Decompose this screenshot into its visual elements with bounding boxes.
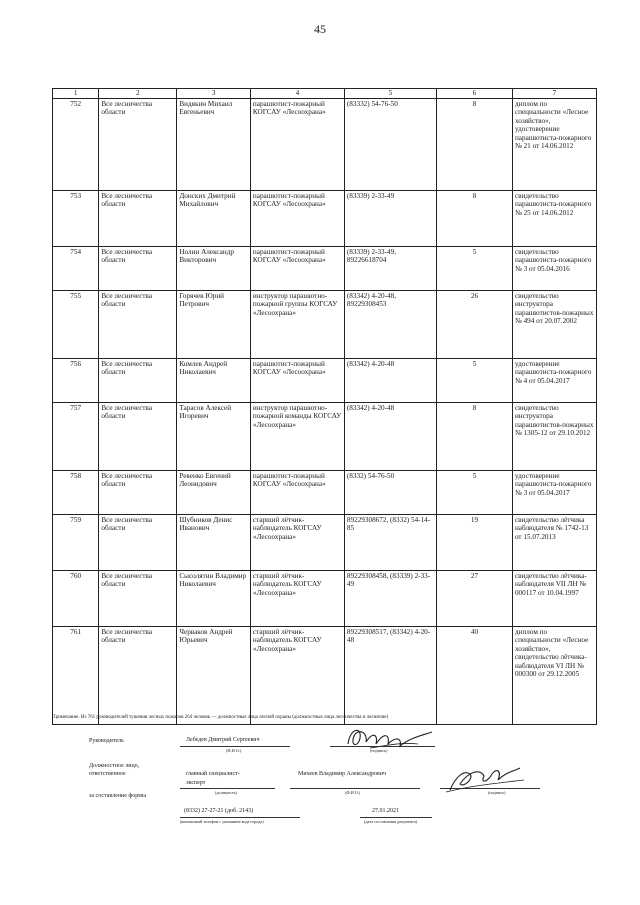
column-header: 7 [512,89,596,99]
qualification-document-cell: диплом по специальности «Лесное хозяйство», свидетельство лётчика-наблюдателя VI ЛН № 000300 от 29.12.2005 [512,627,596,725]
position-cell: старший лётчик-наблюдатель КОГСАУ «Лесоохрана» [250,627,344,725]
forestry-area-cell: Все лесничества области [99,515,177,571]
resp-name-line [290,788,420,789]
person-name-cell: Сысолятин Владимир Николаевич [177,571,251,627]
person-name-cell: Видякин Михаил Евгеньевич [177,99,251,191]
experience-years-cell: 40 [436,627,512,725]
head-label: Руководитель [89,738,124,744]
column-header: 2 [99,89,177,99]
table-row [53,471,597,515]
row-number-cell: 757 [53,403,99,471]
forestry-area-cell: Все лесничества области [99,403,177,471]
resp-label-2: ответственное [89,771,126,777]
phone-line [180,817,300,818]
person-name-cell: Донских Дмитрий Михайлович [177,191,251,247]
position-line [180,788,275,789]
position-cell: старший лётчик-наблюдатель КОГСАУ «Лесоохрана» [250,515,344,571]
table-row [53,571,597,627]
resp-label-1: Должностное лицо, [89,763,140,769]
qualification-document-cell: свидетельство инструктора парашютистов-пожарных № 1305-12 от 29.10.2012 [512,403,596,471]
date-caption: (дата составления документа) [364,819,418,824]
phone-cell: (83342) 4-20-48, 89229308453 [344,291,436,359]
experience-years-cell: 27 [436,571,512,627]
row-number-cell: 761 [53,627,99,725]
qualification-document-cell: свидетельство инструктора парашютистов-пожарных № 494 от 20.07.2002 [512,291,596,359]
row-number-cell: 754 [53,247,99,291]
phone-cell: (83342) 4-20-48 [344,403,436,471]
phone-cell: 89229308517, (83342) 4-20-48 [344,627,436,725]
position-cell: парашютист-пожарный КОГСАУ «Лесоохрана» [250,247,344,291]
person-name-cell: Шубников Денис Иванович [177,515,251,571]
head-signature-icon [340,722,440,754]
qualification-document-cell: диплом по специальности «Лесное хозяйство», удостоверение парашютиста-пожарного № 21 от 14.06.2012 [512,99,596,191]
experience-years-cell: 5 [436,471,512,515]
contact-phone: (8332) 27-27-21 (доб. 2143) [184,808,254,814]
person-name-cell: Горячев Юрий Петрович [177,291,251,359]
experience-years-cell: 8 [436,191,512,247]
experience-years-cell: 5 [436,359,512,403]
resp-name: Михеев Владимир Александрович [298,771,386,777]
qualification-document-cell: удостоверение парашютиста-пожарного № 3 от 05.04.2017 [512,471,596,515]
forestry-area-cell: Все лесничества области [99,471,177,515]
forestry-area-cell: Все лесничества области [99,627,177,725]
person-name-cell: Черваков Андрей Юрьевич [177,627,251,725]
registry-table [52,88,597,725]
row-number-cell: 758 [53,471,99,515]
qualification-document-cell: свидетельство лётчика-наблюдателя VII ЛН № 000117 от 10.04.1997 [512,571,596,627]
resp-position-1: главный специалист- [186,771,240,777]
table-row [53,359,597,403]
column-header: 3 [177,89,251,99]
table-row [53,291,597,359]
column-header: 5 [344,89,436,99]
footnote: Примечание. Из 761 руководителей тушения лесных пожаров 264 человек — должностные лица лесной охраны (должностные лица лесничества и лесничие) [52,715,389,720]
column-number-row [53,89,597,99]
position-cell: старший лётчик-наблюдатель КОГСАУ «Лесоохрана» [250,571,344,627]
resp-position-2: эксперт [186,780,206,786]
sign-caption-2: (подпись) [488,790,506,795]
fio-caption-2: (Ф.И.О.) [345,790,361,795]
qualification-document-cell: свидетельство лётчика наблюдателя № 1742-13 от 15.07.2013 [512,515,596,571]
column-header: 1 [53,89,99,99]
forestry-area-cell: Все лесничества области [99,191,177,247]
phone-cell: (8332) 54-76-50 [344,471,436,515]
table-row [53,191,597,247]
row-number-cell: 752 [53,99,99,191]
phone-cell: (83332) 54-76-50 [344,99,436,191]
resp-signature-icon [440,762,530,798]
person-name-cell: Тарасов Алексей Игоревич [177,403,251,471]
position-cell: парашютист-пожарный КОГСАУ «Лесоохрана» [250,359,344,403]
row-number-cell: 760 [53,571,99,627]
forestry-area-cell: Все лесничества области [99,99,177,191]
document-date: 27.01.2021 [372,808,399,814]
date-line [360,817,432,818]
forestry-area-cell: Все лесничества области [99,571,177,627]
table-row [53,403,597,471]
phone-cell: (83342) 4-20-48 [344,359,436,403]
forestry-area-cell: Все лесничества области [99,247,177,291]
experience-years-cell: 8 [436,99,512,191]
head-name: Лебедев Дмитрий Сергеевич [186,737,260,743]
row-number-cell: 755 [53,291,99,359]
position-cell: инструктор парашютно-пожарной группы КОГСАУ «Лесоохрана» [250,291,344,359]
person-name-cell: Комлев Андрей Николаевич [177,359,251,403]
table-row [53,247,597,291]
position-cell: парашютист-пожарный КОГСАУ «Лесоохрана» [250,191,344,247]
column-header: 6 [436,89,512,99]
page-number: 45 [314,22,326,36]
position-cell: парашютист-пожарный КОГСАУ «Лесоохрана» [250,471,344,515]
position-cell: инструктор парашютно-пожарной команды КОГСАУ «Лесоохрана» [250,403,344,471]
qualification-document-cell: свидетельство парашютиста-пожарного № 25 от 14.06.2012 [512,191,596,247]
phone-caption: (контактный телефон с указанием кода города) [180,819,264,824]
phone-cell: 89229308458, (83339) 2-33-49 [344,571,436,627]
fio-caption: (Ф.И.О.) [226,748,242,753]
row-number-cell: 756 [53,359,99,403]
phone-cell: 89229308672, (8332) 54-14-85 [344,515,436,571]
person-name-cell: Ревенко Евгений Леонидович [177,471,251,515]
table-row [53,515,597,571]
qualification-document-cell: удостоверение парашютиста-пожарного № 4 от 05.04.2017 [512,359,596,403]
qualification-document-cell: свидетельство парашютиста-пожарного № 3 от 05.04.2016 [512,247,596,291]
experience-years-cell: 26 [436,291,512,359]
row-number-cell: 753 [53,191,99,247]
experience-years-cell: 19 [436,515,512,571]
forestry-area-cell: Все лесничества области [99,359,177,403]
experience-years-cell: 5 [436,247,512,291]
position-caption: (должность) [215,790,237,795]
sign-caption: (подпись) [370,748,388,753]
head-name-line [180,746,290,747]
person-name-cell: Нолин Александр Викторович [177,247,251,291]
experience-years-cell: 8 [436,403,512,471]
table-row [53,627,597,725]
phone-cell: (83339) 2-33-49 [344,191,436,247]
resp-label-3: за составление формы [89,793,146,799]
table-row [53,99,597,191]
row-number-cell: 759 [53,515,99,571]
phone-cell: (83339) 2-33-49, 89226618704 [344,247,436,291]
position-cell: парашютист-пожарный КОГСАУ «Лесоохрана» [250,99,344,191]
forestry-area-cell: Все лесничества области [99,291,177,359]
column-header: 4 [250,89,344,99]
